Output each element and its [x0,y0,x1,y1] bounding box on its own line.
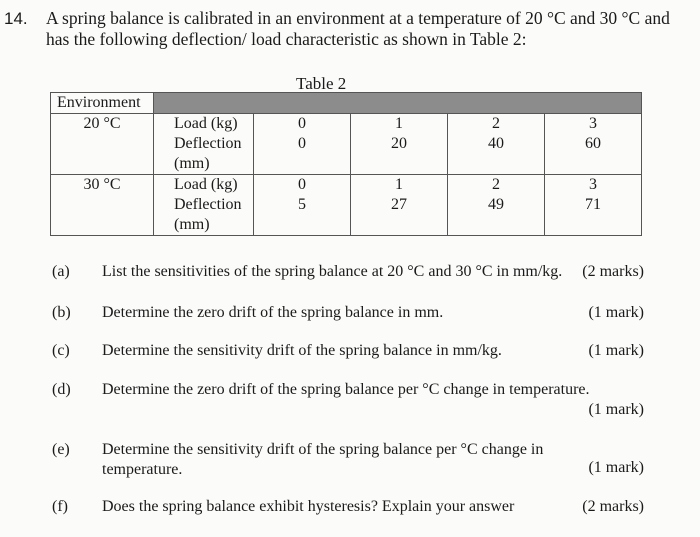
environment-cell: 30 °C [51,175,154,236]
part-letter: (e) [52,441,70,458]
deflection-value: 27 [391,196,407,213]
question-number: 14. [4,9,28,28]
part-letter: (a) [52,263,70,280]
value-cell [351,175,448,236]
part-letter: (c) [52,342,70,359]
environment-header: Environment [51,93,154,114]
load-label: Load (kg) [174,115,238,132]
value-cell [254,175,351,236]
value-cell [545,175,642,236]
deflection-label: Deflection (mm) [174,196,242,233]
table-row [51,114,642,175]
deflection-value: 60 [585,135,602,152]
header-shaded-band [154,93,642,114]
part-marks: (2 marks) [582,498,644,515]
part-letter: (f) [52,498,68,515]
table-header-row [51,93,642,114]
value-cell [448,175,545,236]
deflection-value: 40 [488,135,504,152]
part-marks: (1 mark) [588,401,644,418]
environment-cell: 20 °C [51,114,154,175]
load-value: 3 [589,115,598,132]
load-value: 0 [298,176,306,193]
load-value: 3 [589,176,598,193]
load-label: Load (kg) [174,176,238,193]
part-letter: (d) [52,381,71,398]
part-letter: (b) [52,304,71,321]
part-text: Determine the sensitivity drift of the spring balance per °C change in temperature. [102,441,544,478]
deflection-value: 0 [298,135,306,152]
deflection-value: 5 [298,196,306,213]
value-cell [351,114,448,175]
deflection-load-table [50,92,642,236]
part-marks: (1 mark) [588,342,644,359]
row-labels [154,175,254,236]
load-value: 0 [298,115,306,132]
part-e [52,440,644,482]
part-marks: (1 mark) [588,304,644,321]
part-text: List the sensitivities of the spring balance at 20 °C and 30 °C in mm/kg. [102,263,563,280]
deflection-label: Deflection (mm) [174,135,242,172]
part-text: Determine the sensitivity drift of the spring balance in mm/kg. [102,342,502,359]
deflection-value: 71 [585,196,602,213]
part-text: Determine the zero drift of the spring balance per °C change in temperature. [102,381,590,398]
part-d [52,380,644,422]
deflection-value: 20 [391,135,407,152]
row-labels [154,114,254,175]
load-value: 1 [395,176,403,193]
table-row [51,175,642,236]
value-cell [254,114,351,175]
deflection-value: 49 [488,196,504,213]
question-intro: A spring balance is calibrated in an environment at a temperature of 20 °C and 30 °C and has the following deflection/ load characteristic as shown in Table 2: [46,8,670,49]
value-cell [448,114,545,175]
table-caption: Table 2 [296,74,347,93]
value-cell [545,114,642,175]
part-text: Does the spring balance exhibit hysteresis? Explain your answer [102,498,515,515]
part-marks: (2 marks) [582,263,644,280]
load-value: 2 [492,176,500,193]
part-marks: (1 mark) [588,459,644,476]
load-value: 1 [395,115,403,132]
part-text: Determine the zero drift of the spring balance in mm. [102,304,444,321]
load-value: 2 [492,115,500,132]
